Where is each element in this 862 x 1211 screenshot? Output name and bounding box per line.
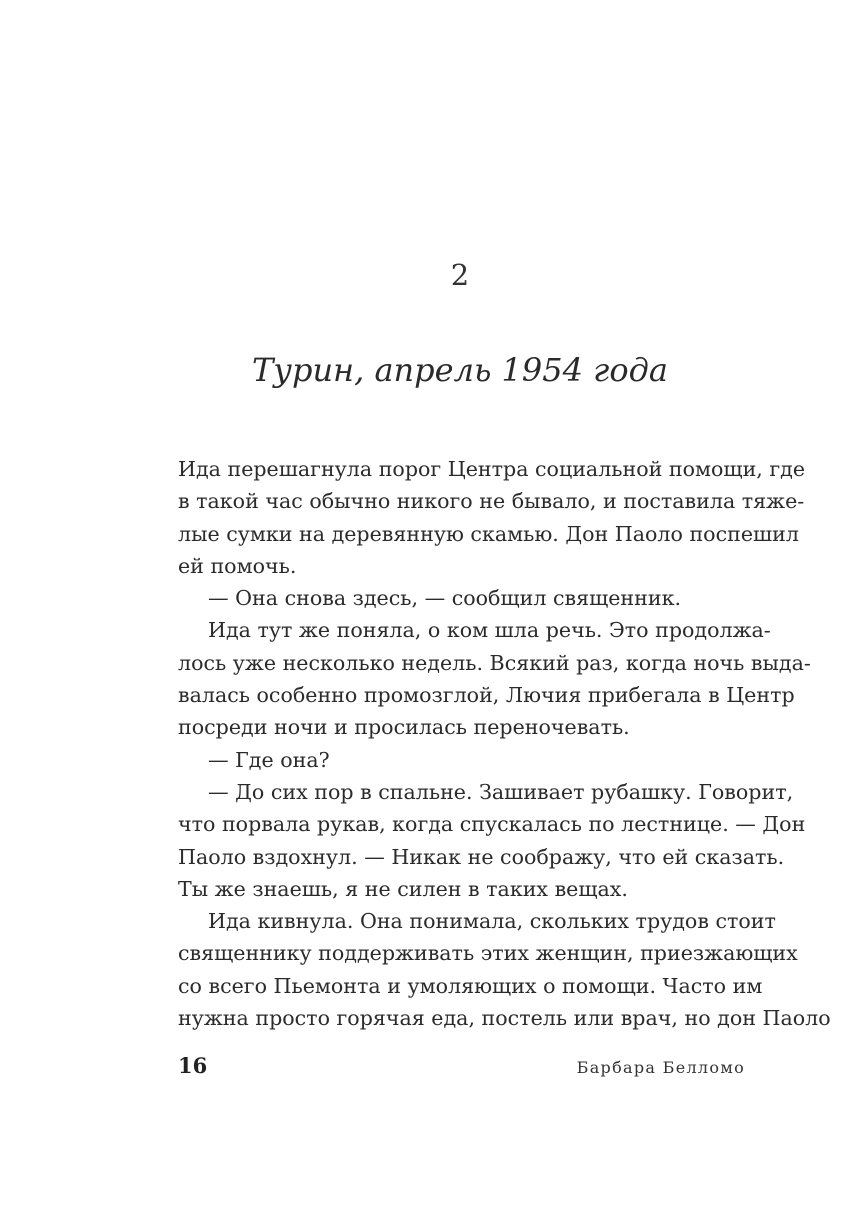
text-line: нужна просто горячая еда, постель или врач, но дон Паоло — [178, 1006, 831, 1031]
text-line: Паоло вздохнул. — Никак не соображу, что ей сказать. — [178, 844, 785, 869]
chapter-number: 2 — [450, 258, 470, 292]
text-line: что порвала рукав, когда спускалась по лестнице. — Дон — [178, 812, 806, 837]
body-text — [178, 453, 831, 1034]
text-line: лось уже несколько недель. Всякий раз, когда ночь выда- — [178, 650, 811, 675]
text-line: Ида кивнула. Она понимала, скольких трудов стоит — [208, 909, 776, 934]
text-line: — Где она? — [208, 747, 330, 772]
text-line: в такой час обычно никого не бывало, и поставила тяже- — [178, 489, 805, 514]
text-line: — Она снова здесь, — сообщил священник. — [208, 586, 682, 611]
text-line: валась особенно промозглой, Лючия прибегала в Центр — [178, 683, 795, 708]
text-line: ей помочь. — [178, 553, 297, 578]
text-line: Ида перешагнула порог Центра социальной помощи, где — [178, 457, 806, 481]
chapter-title: Турин, апрель 1954 года — [252, 351, 668, 389]
text-line: Ида тут же поняла, о ком шла речь. Это продолжа- — [208, 618, 771, 643]
text-line: со всего Пьемонта и умоляющих о помощи. Часто им — [178, 973, 763, 998]
text-line: — До сих пор в спальне. Зашивает рубашку. Говорит, — [208, 779, 794, 804]
page-number: 16 — [178, 1053, 208, 1078]
page-footer — [178, 1053, 745, 1078]
text-line: Ты же знаешь, я не силен в таких вещах. — [178, 876, 628, 901]
running-head: Барбара Белломо — [576, 1058, 745, 1077]
text-line: лые сумки на деревянную скамью. Дон Паоло поспешил — [178, 521, 799, 546]
text-line: священнику поддерживать этих женщин, приезжающих — [178, 941, 798, 966]
text-line: посреди ночи и просилась переночевать. — [178, 715, 630, 740]
